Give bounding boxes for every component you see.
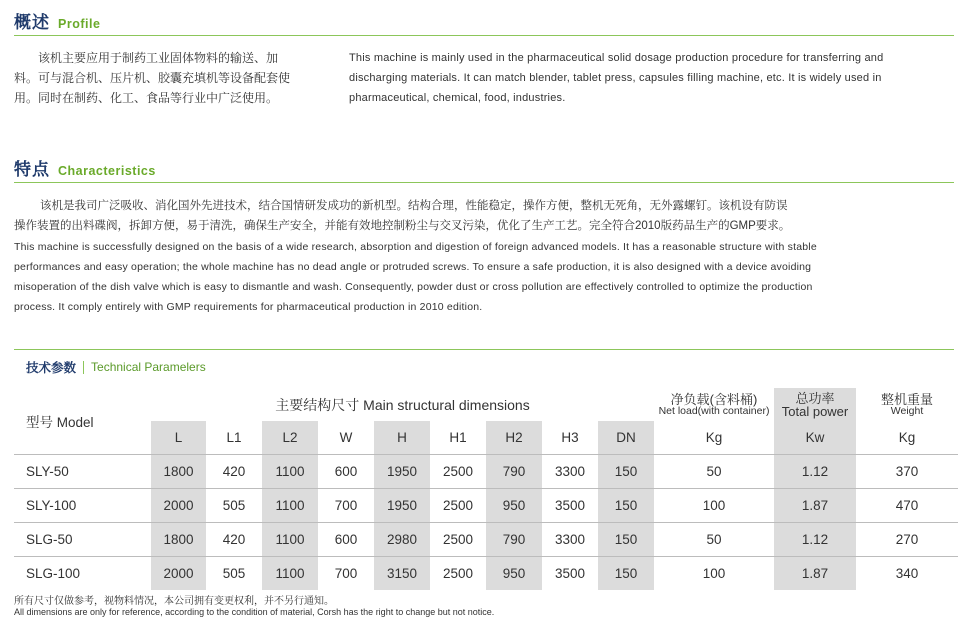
table-cell-power: 1.87 — [774, 489, 856, 523]
characteristics-text-cn — [14, 196, 959, 236]
table-cell-h2: 790 — [486, 523, 542, 557]
netload-header-en: Net load(with container) — [658, 404, 770, 417]
profile-heading — [14, 8, 100, 33]
profile-en-line-2: discharging materials. It can match blender, tablet press, capsules filling machine, etc. It is widely used in — [349, 72, 882, 84]
table-cell-l: 2000 — [151, 489, 206, 523]
profile-en-line-1: This machine is mainly used in the pharmaceutical solid dosage production procedure for transferring and — [349, 52, 884, 64]
table-cell-model: SLG-100 — [14, 557, 151, 591]
table-cell-l1: 505 — [206, 557, 262, 591]
table-cell-w: 600 — [318, 523, 374, 557]
table-cell-weight: 270 — [856, 523, 958, 557]
col-header-H2: H2 — [486, 421, 542, 455]
characteristics-title-en: Characteristics — [58, 164, 156, 178]
technical-title-en: Technical Paramelers — [91, 360, 206, 374]
col-header-L1: L1 — [226, 430, 242, 445]
table-cell-l2: 1100 — [262, 557, 318, 591]
table-cell-weight: 470 — [856, 489, 958, 523]
table-cell-power: 1.12 — [774, 523, 856, 557]
col-header-power-unit: Kw — [774, 421, 856, 455]
table-cell-model: SLY-50 — [14, 455, 151, 489]
technical-heading — [26, 358, 206, 376]
characteristics-en-line-3: misoperation of the dish valve which is easy to dismantle and wash. Consequently, powder dust or cross pollution are effectively controlled to optimize the production — [14, 281, 813, 293]
table-cell-load: 50 — [654, 523, 774, 557]
profile-divider — [14, 35, 954, 36]
table-cell-l1: 420 — [206, 523, 262, 557]
table-row — [14, 557, 958, 591]
table-cell-weight: 370 — [856, 455, 958, 489]
profile-text-en — [349, 48, 954, 108]
characteristics-divider — [14, 182, 954, 183]
table-cell-load: 50 — [654, 455, 774, 489]
table-cell-h3: 3300 — [542, 523, 598, 557]
table-cell-l: 2000 — [151, 557, 206, 591]
col-header-H3: H3 — [561, 430, 579, 445]
table-cell-w: 600 — [318, 455, 374, 489]
table-cell-w: 700 — [318, 489, 374, 523]
profile-title-en: Profile — [58, 17, 101, 31]
table-cell-weight: 340 — [856, 557, 958, 591]
table-cell-l: 1800 — [151, 455, 206, 489]
characteristics-heading — [14, 155, 156, 180]
table-cell-power: 1.12 — [774, 455, 856, 489]
table-cell-dn: 150 — [598, 455, 654, 489]
table-cell-l: 1800 — [151, 523, 206, 557]
characteristics-title-cn: 特点 — [14, 160, 50, 179]
technical-title-separator — [83, 361, 84, 374]
table-cell-h3: 3500 — [542, 557, 598, 591]
table-cell-h3: 3500 — [542, 489, 598, 523]
col-header-H1: H1 — [449, 430, 467, 445]
table-cell-h: 2980 — [374, 523, 430, 557]
power-header-en: Total power — [781, 403, 849, 419]
col-header-weight-unit: Kg — [898, 430, 916, 445]
col-header-L: L — [151, 421, 206, 455]
table-cell-l1: 420 — [206, 455, 262, 489]
table-cell-h3: 3300 — [542, 455, 598, 489]
table-row — [14, 523, 958, 557]
table-cell-model: SLG-50 — [14, 523, 151, 557]
table-cell-l2: 1100 — [262, 489, 318, 523]
technical-title-cn: 技术参数 — [26, 361, 77, 375]
table-cell-h2: 950 — [486, 557, 542, 591]
weight-header-en: Weight — [890, 404, 924, 417]
col-header-H: H — [374, 421, 430, 455]
characteristics-en-line-1: This machine is successfully designed on the basis of a wide research, absorption and digestion of foreign advanced models. It has a reasonable structure with stable — [14, 241, 817, 253]
model-header: 型号 Model — [26, 415, 94, 430]
table-cell-h: 3150 — [374, 557, 430, 591]
table-cell-dn: 150 — [598, 489, 654, 523]
characteristics-cn-line-2: 操作装置的出料碟阀，拆卸方便，易于清洗，确保生产安全，并能有效地控制粉尘与交叉污染，优化了生产工艺。完全符合2010版药品生产的GMP要求。 — [14, 220, 791, 232]
weight-header-cn: 整机重量 — [881, 391, 934, 407]
table-cell-l2: 1100 — [262, 455, 318, 489]
table-cell-load: 100 — [654, 489, 774, 523]
technical-top-divider — [14, 349, 954, 350]
profile-title-cn: 概述 — [14, 13, 50, 32]
characteristics-text-en — [14, 237, 959, 317]
profile-cn-line-1: 该机主要应用于制药工业固体物料的输送、加 — [38, 51, 279, 65]
table-cell-h1: 2500 — [430, 523, 486, 557]
table-cell-load: 100 — [654, 557, 774, 591]
table-cell-h2: 790 — [486, 455, 542, 489]
table-cell-w: 700 — [318, 557, 374, 591]
characteristics-cn-line-1: 该机是我司广泛吸收、消化国外先进技术，结合国情研发成功的新机型。结构合理，性能稳定，操作方便，整机无死角，无外露螺钉。该机设有防误 — [40, 200, 788, 212]
table-cell-dn: 150 — [598, 523, 654, 557]
table-cell-l1: 505 — [206, 489, 262, 523]
table-header-row-2 — [14, 421, 958, 455]
table-cell-dn: 150 — [598, 557, 654, 591]
col-header-load-unit: Kg — [705, 430, 723, 445]
weight-header — [856, 388, 958, 421]
col-header-W: W — [339, 430, 353, 445]
footnote-cn: 所有尺寸仅做参考，视物料情况，本公司拥有变更权利，并不另行通知。 — [14, 596, 334, 607]
profile-text-cn — [14, 48, 339, 108]
technical-spec-table — [14, 388, 958, 590]
table-cell-model: SLY-100 — [14, 489, 151, 523]
power-header-cn: 总功率 — [795, 390, 835, 406]
netload-header-cn: 净负载(含料桶) — [670, 391, 758, 407]
profile-cn-line-3: 用。同时在制药、化工、食品等行业中广泛使用。 — [14, 91, 279, 105]
table-cell-h1: 2500 — [430, 455, 486, 489]
table-cell-h1: 2500 — [430, 489, 486, 523]
dims-header: 主要结构尺寸 Main structural dimensions — [275, 396, 530, 413]
footnote-en: All dimensions are only for reference, according to the condition of material, Corsh has the right to change but not notice. — [14, 607, 495, 617]
profile-cn-line-2: 料。可与混合机、压片机、胶囊充填机等设备配套使 — [14, 71, 291, 85]
netload-header — [654, 388, 774, 421]
characteristics-en-line-4: process. It comply entirely with GMP requirements for pharmaceutical production in 2010 edition. — [14, 301, 483, 313]
table-header-row-1 — [14, 388, 958, 421]
table-cell-h: 1950 — [374, 455, 430, 489]
table-row — [14, 455, 958, 489]
table-cell-h1: 2500 — [430, 557, 486, 591]
col-header-L2: L2 — [262, 421, 318, 455]
table-cell-l2: 1100 — [262, 523, 318, 557]
table-cell-power: 1.87 — [774, 557, 856, 591]
power-header — [774, 388, 856, 421]
col-header-DN: DN — [598, 421, 654, 455]
table-cell-h: 1950 — [374, 489, 430, 523]
table-cell-h2: 950 — [486, 489, 542, 523]
characteristics-en-line-2: performances and easy operation; the whole machine has no dead angle or protruded screws. To ensure a safe production, it is also designed with a device avoiding — [14, 261, 812, 273]
table-row — [14, 489, 958, 523]
profile-en-line-3: pharmaceutical, chemical, food, industries. — [349, 92, 566, 104]
